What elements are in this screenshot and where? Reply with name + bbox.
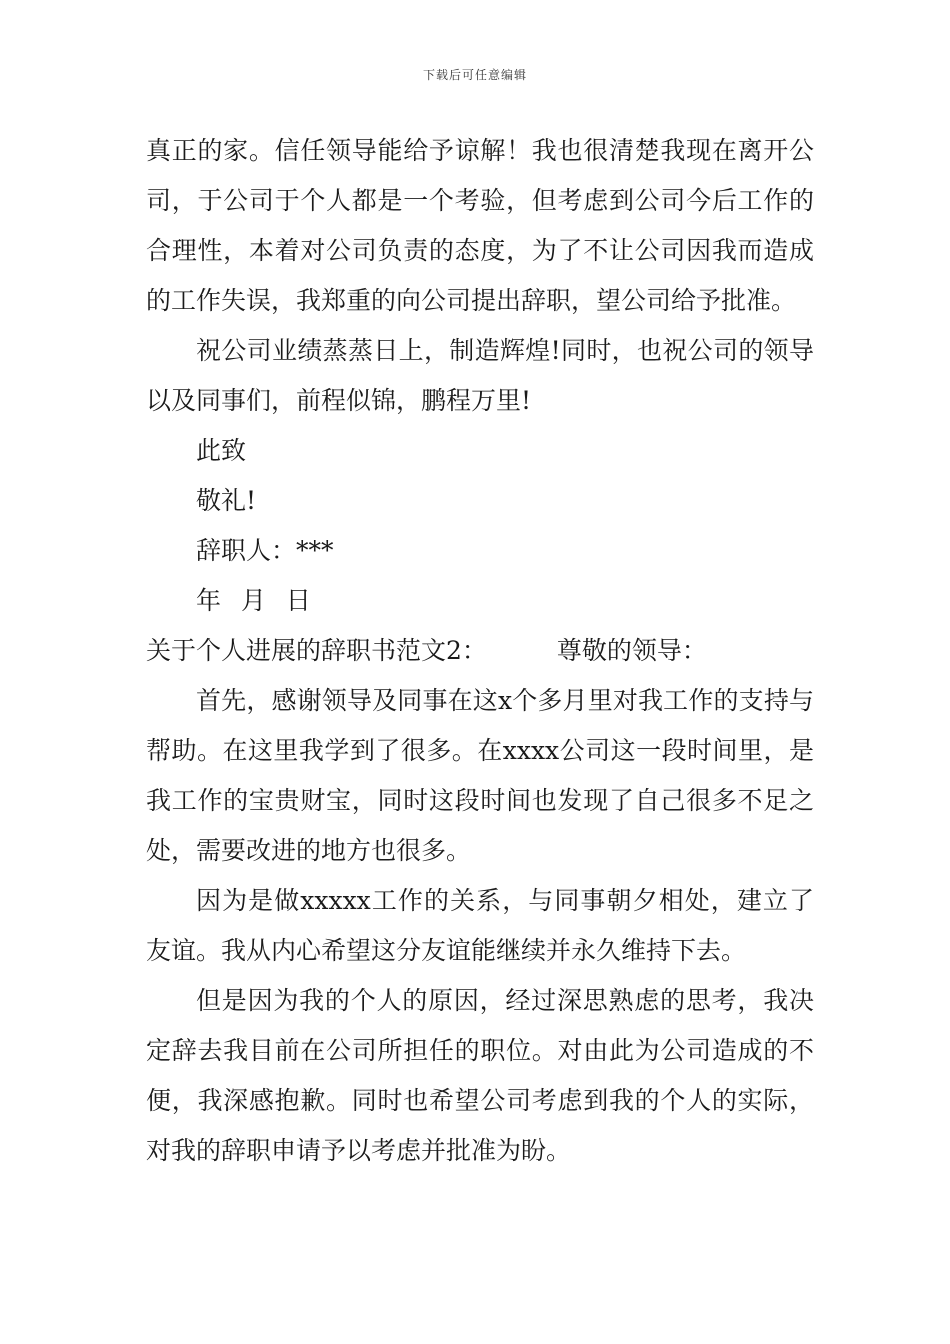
salutation: 尊敬的领导：	[556, 636, 707, 665]
section-heading-row	[146, 626, 814, 676]
paragraph-thanks: 首先，感谢领导及同事在这x个多月里对我工作的支持与帮助。在这里我学到了很多。在xxxx公司这一段时间里，是我工作的宝贵财宝，同时这段时间也发现了自己很多不足之处，需要改进的地方也很多。	[146, 686, 814, 865]
paragraph-continuation: 真正的家。信任领导能给予谅解！我也很清楚我现在离开公司，于公司于个人都是一个考验，但考虑到公司今后工作的合理性，本着对公司负责的态度，为了不让公司因我而造成的工作失误，我郑重的向公司提出辞职，望公司给予批准。	[146, 136, 814, 315]
date-line: 年 月 日	[196, 586, 311, 615]
closing-jingli: 敬礼!	[196, 486, 257, 515]
closing-cizhi: 此致	[196, 436, 247, 465]
section-title: 关于个人进展的辞职书范文2：	[146, 636, 487, 665]
document-body	[146, 126, 814, 1176]
paragraph-friendship: 因为是做xxxxx工作的关系，与同事朝夕相处，建立了友谊。我从内心希望这分友谊能继续并永久维持下去。	[146, 886, 814, 965]
page-header: 下载后可任意编辑	[422, 68, 527, 82]
paragraph-wishes: 祝公司业绩蒸蒸日上，制造辉煌!同时，也祝公司的领导以及同事们，前程似锦，鹏程万里!	[146, 336, 814, 415]
signature-line: 辞职人：***	[196, 536, 334, 565]
paragraph-resignation: 但是因为我的个人的原因，经过深思熟虑的思考，我决定辞去我目前在公司所担任的职位。对由此为公司造成的不便，我深感抱歉。同时也希望公司考虑到我的个人的实际，对我的辞职申请予以考虑并批准为盼。	[146, 986, 814, 1165]
